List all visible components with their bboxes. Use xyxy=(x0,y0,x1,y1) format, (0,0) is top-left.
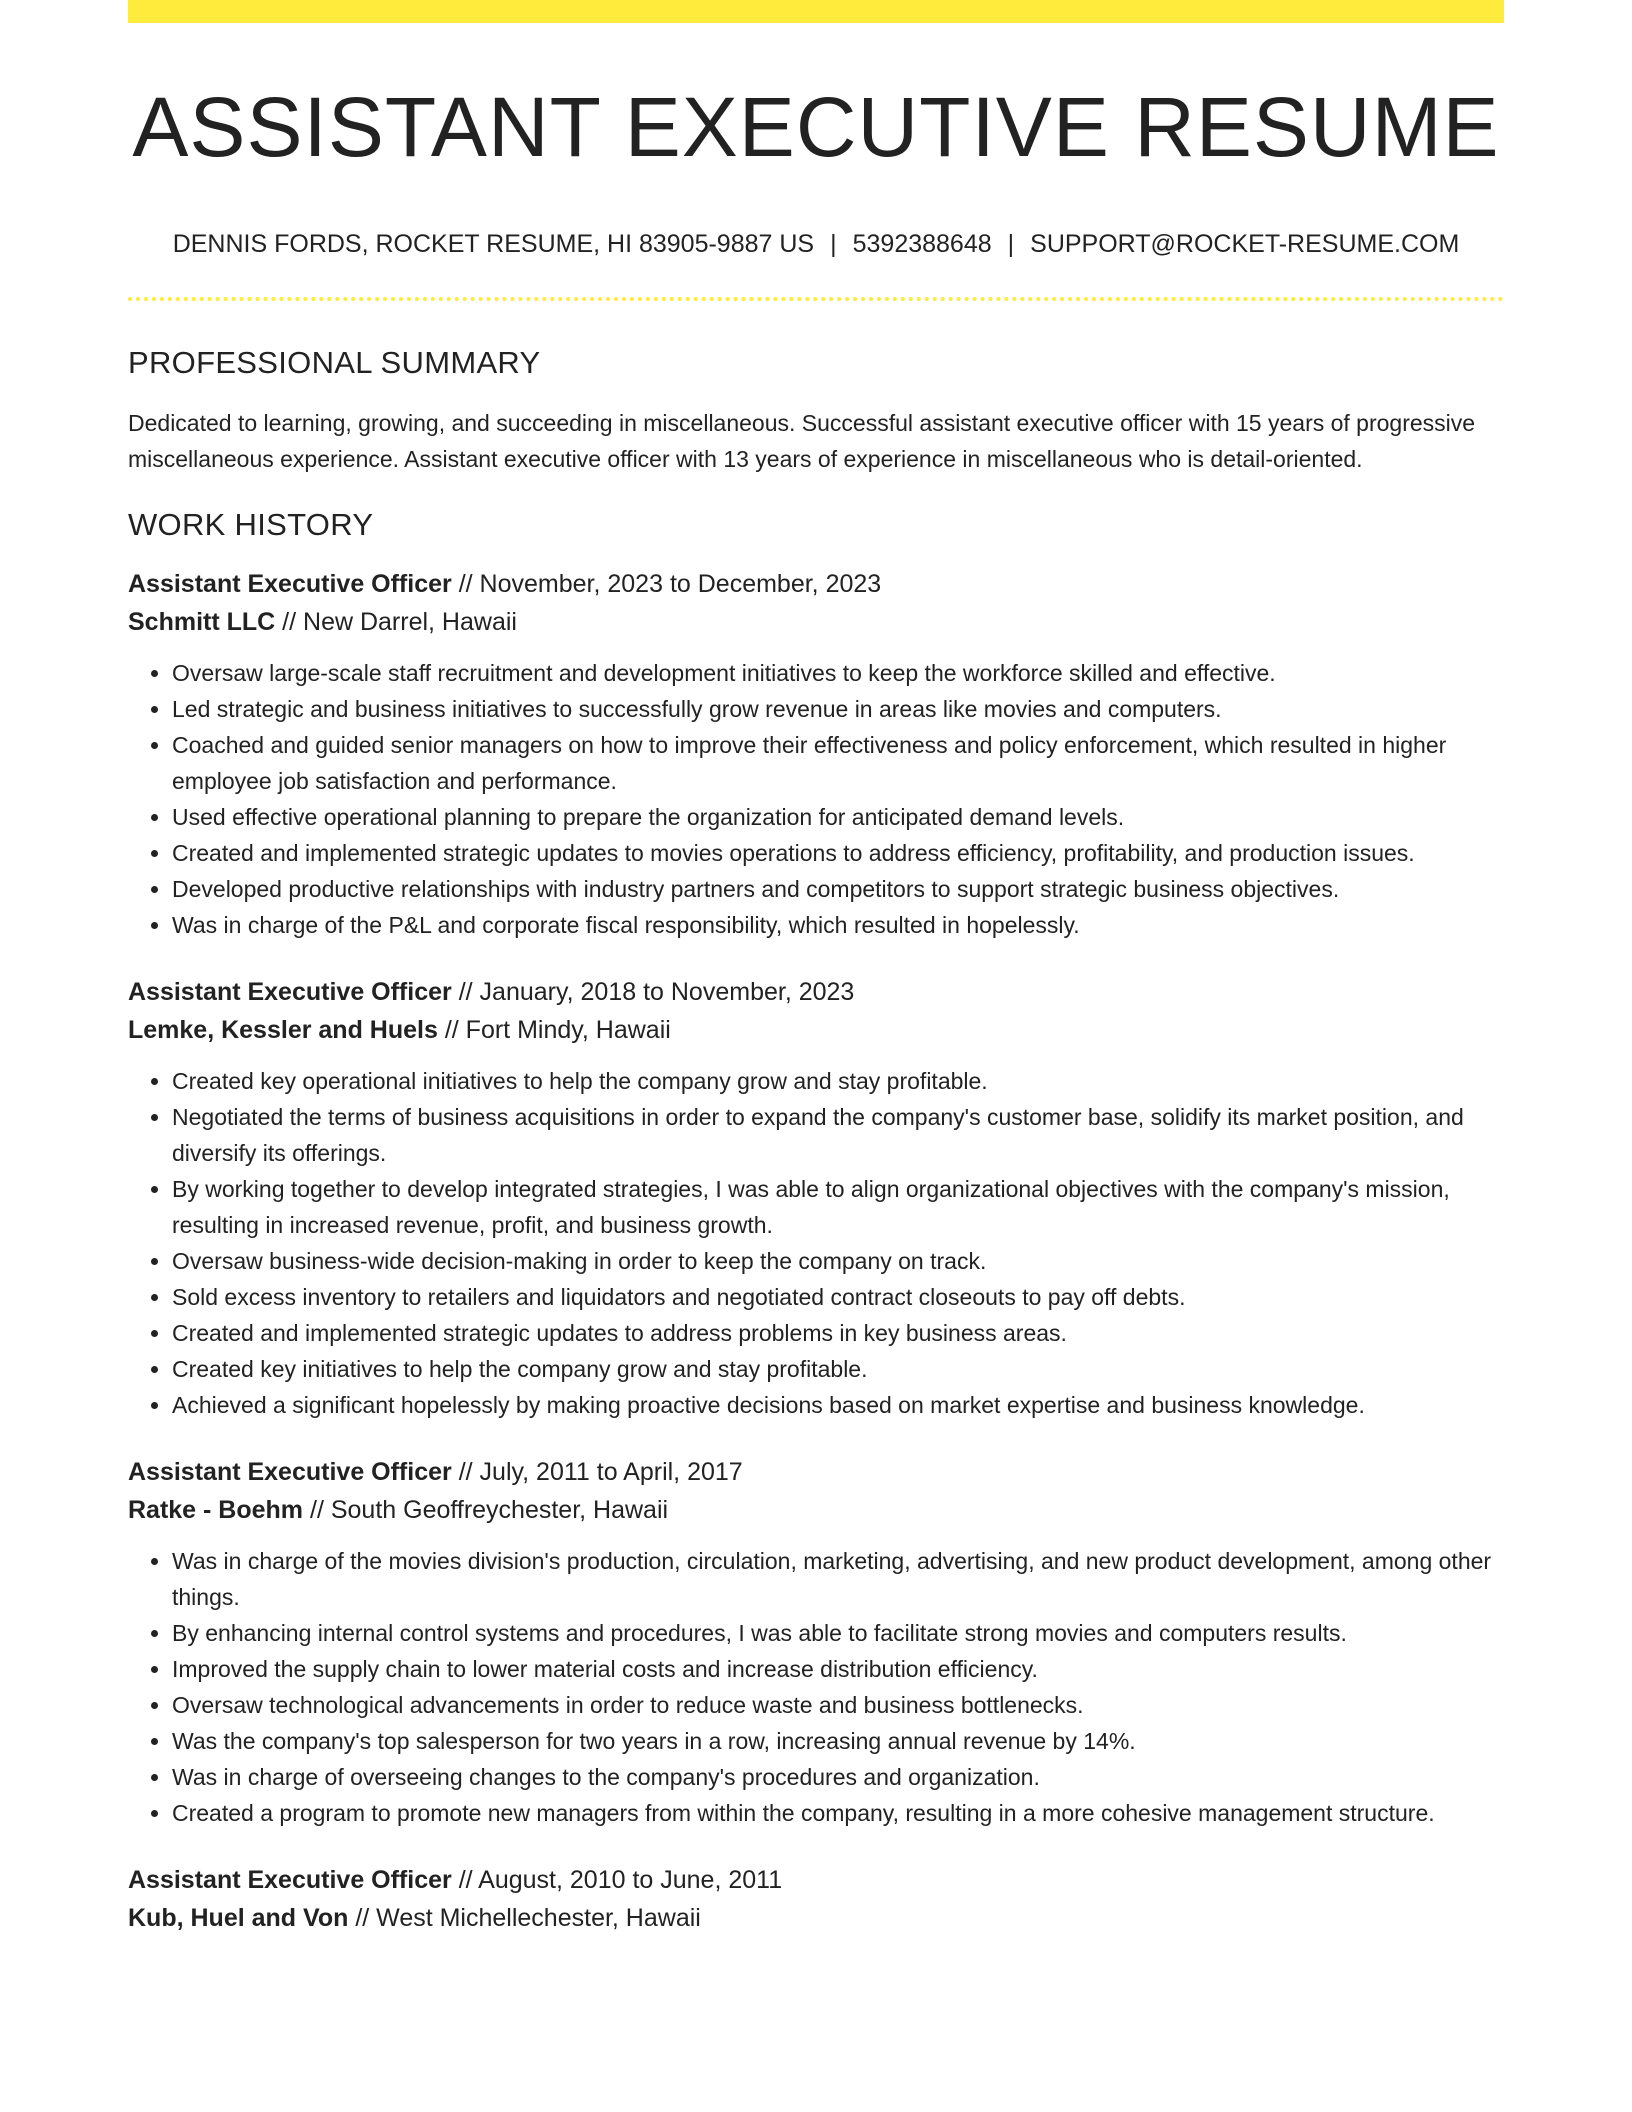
contact-phone: 5392388648 xyxy=(852,230,992,259)
job-bullet: • Oversaw large-scale staff recruitment and development initiatives to keep the workforce skilled and effective. xyxy=(172,655,1504,691)
job-bullet: • Oversaw technological advancements in order to reduce waste and business bottlenecks. xyxy=(172,1687,1504,1723)
job-entry xyxy=(128,565,1504,943)
job-bullet: • Created key initiatives to help the company grow and stay profitable. xyxy=(172,1351,1504,1387)
field-separator: // xyxy=(275,608,304,637)
job-bullet-list xyxy=(128,1063,1504,1423)
job-bullet: • By working together to develop integrated strategies, I was able to align organizational objectives with the company's mission, resulting in increased revenue, profit, and business growth. xyxy=(172,1171,1504,1243)
job-entry xyxy=(128,1453,1504,1831)
resume-title: ASSISTANT EXECUTIVE RESUME xyxy=(132,80,1500,174)
job-bullet: • Created and implemented strategic updates to address problems in key business areas. xyxy=(172,1315,1504,1351)
field-separator: // xyxy=(348,1904,377,1933)
job-location: West Michellechester, Hawaii xyxy=(376,1904,701,1933)
resume-page xyxy=(128,0,1504,1937)
job-bullet: • Improved the supply chain to lower material costs and increase distribution efficiency. xyxy=(172,1651,1504,1687)
contact-separator: | xyxy=(830,230,837,259)
summary-heading: PROFESSIONAL SUMMARY xyxy=(128,345,541,381)
job-bullet: • Created a program to promote new managers from within the company, resulting in a more cohesive management structure. xyxy=(172,1795,1504,1831)
job-bullet: • Used effective operational planning to prepare the organization for anticipated demand levels. xyxy=(172,799,1504,835)
job-bullet: • Was in charge of overseeing changes to the company's procedures and organization. xyxy=(172,1759,1504,1795)
job-company: Schmitt LLC xyxy=(128,608,276,637)
job-company-line xyxy=(128,603,1504,641)
field-separator: // xyxy=(451,978,480,1007)
job-dates: January, 2018 to November, 2023 xyxy=(479,978,855,1007)
job-bullet-list xyxy=(128,1543,1504,1831)
job-bullet: • Sold excess inventory to retailers and liquidators and negotiated contract closeouts to pay off debts. xyxy=(172,1279,1504,1315)
job-company: Kub, Huel and Von xyxy=(128,1904,349,1933)
job-bullet: • Created and implemented strategic updates to movies operations to address efficiency, profitability, and production issues. xyxy=(172,835,1504,871)
accent-bar xyxy=(128,0,1504,23)
job-title-line xyxy=(128,1453,1504,1491)
contact-line xyxy=(128,229,1504,259)
job-bullet: • Was the company's top salesperson for two years in a row, increasing annual revenue by 14%. xyxy=(172,1723,1504,1759)
job-bullet: • Was in charge of the movies division's production, circulation, marketing, advertising, and new product development, among other things. xyxy=(172,1543,1504,1615)
job-title-line xyxy=(128,973,1504,1011)
work-history-list xyxy=(128,565,1504,1937)
field-separator: // xyxy=(451,570,480,599)
job-dates: July, 2011 to April, 2017 xyxy=(479,1458,743,1487)
summary-text: Dedicated to learning, growing, and succeeding in miscellaneous. Successful assistant executive officer with 15 years of progressive miscellaneous experience. Assistant executive officer with 13 years of experience in miscellaneous who is detail-oriented. xyxy=(128,410,1476,473)
job-bullet: • Developed productive relationships with industry partners and competitors to support strategic business objectives. xyxy=(172,871,1504,907)
job-bullet-list xyxy=(128,655,1504,943)
work-history-heading: WORK HISTORY xyxy=(128,507,374,543)
dotted-divider xyxy=(128,297,1504,301)
job-title-line xyxy=(128,1861,1504,1899)
job-title: Assistant Executive Officer xyxy=(128,1458,452,1487)
job-location: South Geoffreychester, Hawaii xyxy=(330,1496,669,1525)
contact-email: SUPPORT@ROCKET-RESUME.COM xyxy=(1030,230,1460,259)
job-bullet: • Achieved a significant hopelessly by making proactive decisions based on market expertise and business knowledge. xyxy=(172,1387,1504,1423)
job-company-line xyxy=(128,1011,1504,1049)
job-company: Ratke - Boehm xyxy=(128,1496,304,1525)
job-company: Lemke, Kessler and Huels xyxy=(128,1016,438,1045)
job-bullet: • Oversaw business-wide decision-making in order to keep the company on track. xyxy=(172,1243,1504,1279)
job-bullet: • By enhancing internal control systems and procedures, I was able to facilitate strong movies and computers results. xyxy=(172,1615,1504,1651)
contact-address: DENNIS FORDS, ROCKET RESUME, HI 83905-9887 US xyxy=(172,230,815,259)
job-company-line xyxy=(128,1899,1504,1937)
job-title: Assistant Executive Officer xyxy=(128,1866,452,1895)
job-dates: November, 2023 to December, 2023 xyxy=(479,570,882,599)
job-bullet: • Coached and guided senior managers on how to improve their effectiveness and policy enforcement, which resulted in higher employee job satisfaction and performance. xyxy=(172,727,1504,799)
contact-separator: | xyxy=(1007,230,1015,259)
job-bullet: • Led strategic and business initiatives to successfully grow revenue in areas like movies and computers. xyxy=(172,691,1504,727)
job-dates: August, 2010 to June, 2011 xyxy=(478,1866,783,1895)
job-title: Assistant Executive Officer xyxy=(128,978,452,1007)
job-bullet: • Negotiated the terms of business acquisitions in order to expand the company's customer base, solidify its market position, and diversify its offerings. xyxy=(172,1099,1504,1171)
field-separator: // xyxy=(451,1866,479,1895)
job-entry xyxy=(128,973,1504,1423)
job-bullet: • Created key operational initiatives to help the company grow and stay profitable. xyxy=(172,1063,1504,1099)
job-company-line xyxy=(128,1491,1504,1529)
job-title: Assistant Executive Officer xyxy=(128,570,452,599)
job-bullet: • Was in charge of the P&L and corporate fiscal responsibility, which resulted in hopelessly. xyxy=(172,907,1504,943)
job-title-line xyxy=(128,565,1504,603)
field-separator: // xyxy=(451,1458,480,1487)
job-entry xyxy=(128,1861,1504,1937)
field-separator: // xyxy=(303,1496,331,1525)
job-location: Fort Mindy, Hawaii xyxy=(465,1016,671,1045)
field-separator: // xyxy=(437,1016,466,1045)
job-location: New Darrel, Hawaii xyxy=(303,608,517,637)
